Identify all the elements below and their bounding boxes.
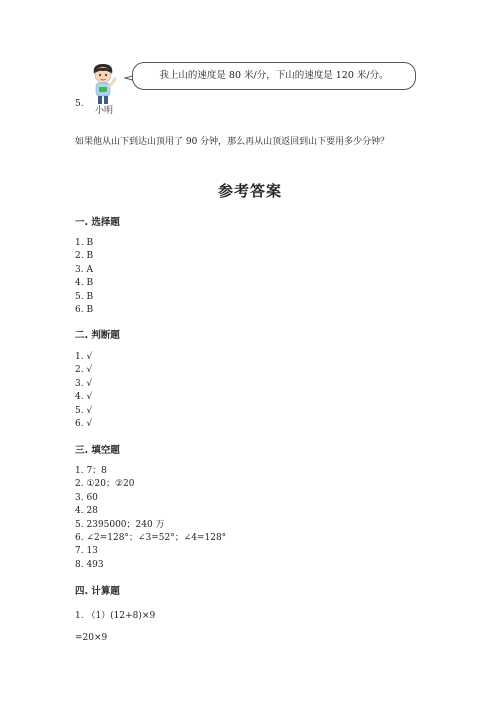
calculation-line: =20×9 (75, 633, 108, 643)
question-number: 5. (75, 99, 84, 109)
speech-bubble: 我上山的速度是 80 米/分，下山的速度是 120 米/分。 (132, 62, 416, 90)
list-item: 4. B (75, 278, 94, 289)
judgement-answer-list (75, 351, 92, 431)
list-item: 6. ∠2=128°；∠3=52°；∠4=128° (75, 533, 227, 544)
fill-blank-answer-list (75, 465, 226, 572)
list-item: 5. √ (75, 405, 93, 416)
list-item: 2. √ (75, 365, 93, 376)
list-item: 8. 493 (75, 559, 104, 570)
list-item: 4. 28 (75, 506, 98, 517)
list-item: 1. B (75, 238, 94, 248)
list-item: 7. 13 (75, 546, 98, 557)
list-item: 3. A (75, 264, 93, 275)
answers-title: 参考答案 (217, 182, 282, 200)
choice-answer-list (75, 237, 93, 317)
section-heading-judgement: 二. 判断题 (75, 330, 120, 341)
calculation-line: 1. （1）(12+8)×9 (75, 611, 156, 621)
section-heading-choice: 一. 选择题 (75, 217, 120, 228)
list-item: 3. √ (75, 378, 93, 389)
character-name: 小明 (95, 106, 114, 116)
list-item: 1. 7；8 (75, 466, 107, 476)
list-item: 5. B (75, 291, 94, 302)
list-item: 1. √ (75, 352, 93, 362)
list-item: 6. √ (75, 419, 93, 430)
list-item: 4. √ (75, 392, 93, 403)
section-heading-fill-blank: 三. 填空题 (75, 445, 120, 456)
list-item: 2. ①20；②20 (75, 479, 135, 490)
list-item: 6. B (75, 305, 94, 316)
question-text: 如果他从山下到达山顶用了 90 分钟，那么再从山顶返回到山下要用多少分钟？ (75, 137, 390, 147)
boy-illustration (88, 62, 118, 106)
list-item: 2. B (75, 251, 94, 262)
list-item: 3. 60 (75, 492, 98, 503)
list-item: 5. 2395000；240 万 (75, 519, 165, 530)
section-heading-calculation: 四. 计算题 (75, 586, 120, 597)
